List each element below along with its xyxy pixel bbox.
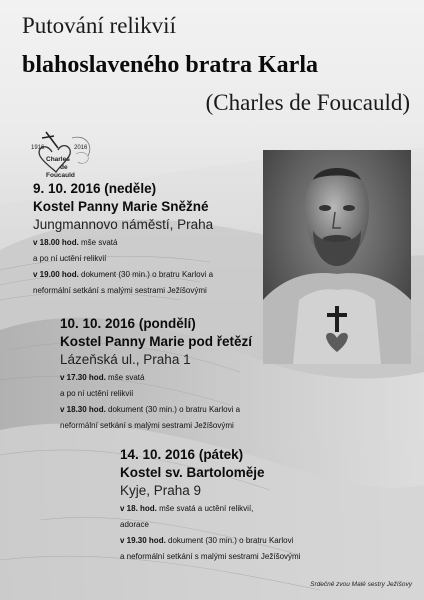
event-time: v 18.00 hod. <box>33 238 79 247</box>
event-detail: dokument (30 min.) o bratru Karlovi <box>165 536 294 545</box>
centenary-logo <box>28 124 106 184</box>
event-detail: mše svatá <box>78 238 118 247</box>
logo-name-line-1: Charles <box>46 156 70 163</box>
event-time: v 19.30 hod. <box>120 536 166 545</box>
event-detail: a po ní uctění relikvií <box>33 254 107 263</box>
event-time: v 17.30 hod. <box>60 373 106 382</box>
event-detail: neformální setkání s malými sestrami Ježíšovými <box>60 421 234 430</box>
event-line <box>60 372 300 384</box>
event-time: v 18. hod. <box>120 504 157 513</box>
event-line <box>33 237 293 249</box>
event-time: v 18.30 hod. <box>60 405 106 414</box>
event-place: Kyje, Praha 9 <box>120 483 202 498</box>
event-line <box>120 551 390 563</box>
event-line <box>60 404 300 416</box>
event-church: Kostel Panny Marie pod řetězí <box>60 334 253 349</box>
event-date: 14. 10. 2016 (pátek) <box>120 447 244 462</box>
event-church: Kostel Panny Marie Sněžné <box>33 199 209 214</box>
footer-invitation: Srdečně zvou Malé sestry Ježíšovy <box>310 581 412 588</box>
event-line <box>60 388 300 400</box>
event-line <box>120 519 390 531</box>
event-detail: mše svatá <box>105 373 145 382</box>
event-line <box>120 503 390 515</box>
event-detail: adorace <box>120 520 149 529</box>
event-detail: a po ní uctění relikvií <box>60 389 134 398</box>
event-3 <box>120 447 390 563</box>
event-1 <box>33 181 293 297</box>
logo-name-line-3: Foucauld <box>46 172 75 179</box>
logo-year-start: 1916 <box>31 145 45 151</box>
event-line <box>60 420 300 432</box>
logo-year-end: 2016 <box>74 145 88 151</box>
event-date: 9. 10. 2016 (neděle) <box>33 181 157 196</box>
event-church: Kostel sv. Bartoloměje <box>120 465 265 480</box>
event-detail: a neformální setkání s malými sestrami Ježíšovými <box>120 552 301 561</box>
title-line-1: Putování relikvií <box>22 13 176 38</box>
logo-name-line-2: de <box>60 164 68 171</box>
event-line <box>33 253 293 265</box>
event-place: Lázeňská ul., Praha 1 <box>60 352 191 367</box>
event-time: v 19.00 hod. <box>33 270 79 279</box>
title-line-2: blahoslaveného bratra Karla <box>22 52 319 78</box>
event-line <box>33 285 293 297</box>
title-line-3: (Charles de Foucauld) <box>205 90 410 115</box>
event-place: Jungmannovo náměstí, Praha <box>33 217 214 232</box>
event-2 <box>60 316 300 432</box>
event-line <box>33 269 293 281</box>
event-date: 10. 10. 2016 (pondělí) <box>60 316 196 331</box>
event-detail: dokument (30 min.) o bratru Karlovi a <box>78 270 214 279</box>
event-detail: mše svatá a uctění relikvií, <box>156 504 254 513</box>
event-detail: neformální setkání s malými sestrami Ježíšovými <box>33 286 207 295</box>
event-detail: dokument (30 min.) o bratru Karlovi a <box>105 405 241 414</box>
event-line <box>120 535 390 547</box>
